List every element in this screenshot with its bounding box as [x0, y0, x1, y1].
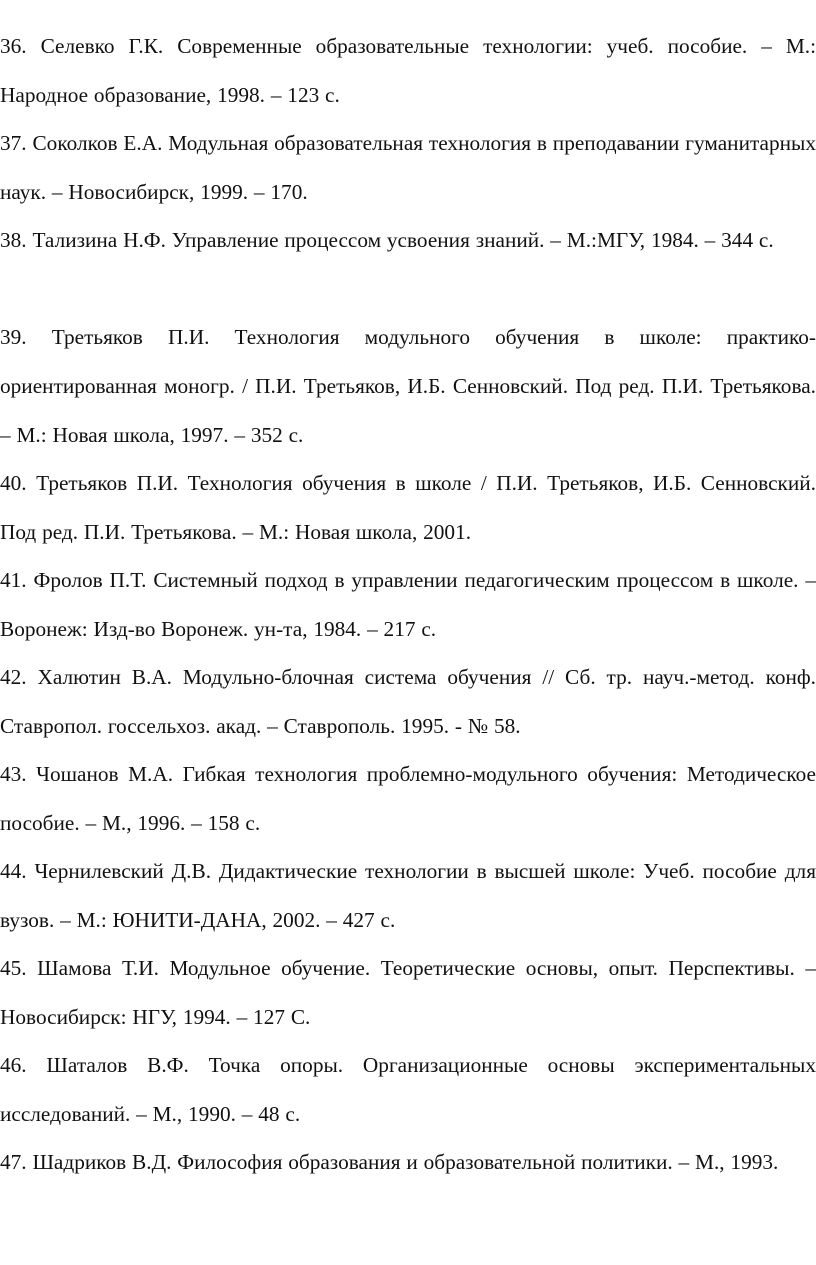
reference-item-44: 44. Чернилевский Д.В. Дидактические технологии в высшей школе: Учеб. пособие для вузов. – М.: ЮНИТИ-ДАНА, 2002. – 427 с.	[0, 859, 816, 932]
reference-item-46: 46. Шаталов В.Ф. Точка опоры. Организационные основы экспериментальных исследований. – М., 1990. – 48 с.	[0, 1053, 816, 1126]
reference-item-36: 36. Селевко Г.К. Современные образовательные технологии: учеб. пособие. – М.: Народное образование, 1998. – 123 с.	[0, 34, 816, 107]
reference-item-43: 43. Чошанов М.А. Гибкая технология проблемно-модульного обучения: Методическое пособие. – М., 1996. – 158 с.	[0, 762, 816, 835]
reference-item-45: 45. Шамова Т.И. Модульное обучение. Теоретические основы, опыт. Перспективы. – Новосибирск: НГУ, 1994. – 127 С.	[0, 956, 816, 1029]
reference-item-47: 47. Шадриков В.Д. Философия образования и образовательной политики. – М., 1993.	[0, 1150, 779, 1174]
reference-item-41: 41. Фролов П.Т. Системный подход в управлении педагогическим процессом в школе. – Воронеж: Изд-во Воронеж. ун-та, 1984. – 217 с.	[0, 568, 816, 641]
reference-item-39: 39. Третьяков П.И. Технология модульного обучения в школе: практико-ориентированная моногр. / П.И. Третьяков, И.Б. Сенновский. Под ред. П.И. Третьякова. – М.: Новая школа, 1997. – 352 с.	[0, 325, 816, 447]
reference-item-40: 40. Третьяков П.И. Технология обучения в школе / П.И. Третьяков, И.Б. Сенновский. Под ред. П.И. Третьякова. – М.: Новая школа, 2001.	[0, 471, 816, 544]
reference-item-42: 42. Халютин В.А. Модульно-блочная система обучения // Сб. тр. науч.-метод. конф. Ставропол. госсельхоз. акад. – Ставрополь. 1995. - № 58.	[0, 665, 816, 738]
reference-item-38: 38. Тализина Н.Ф. Управление процессом усвоения знаний. – М.:МГУ, 1984. – 344 с.	[0, 228, 774, 252]
reference-item-37: 37. Соколков Е.А. Модульная образовательная технология в преподавании гуманитарных наук. – Новосибирск, 1999. – 170.	[0, 131, 816, 204]
